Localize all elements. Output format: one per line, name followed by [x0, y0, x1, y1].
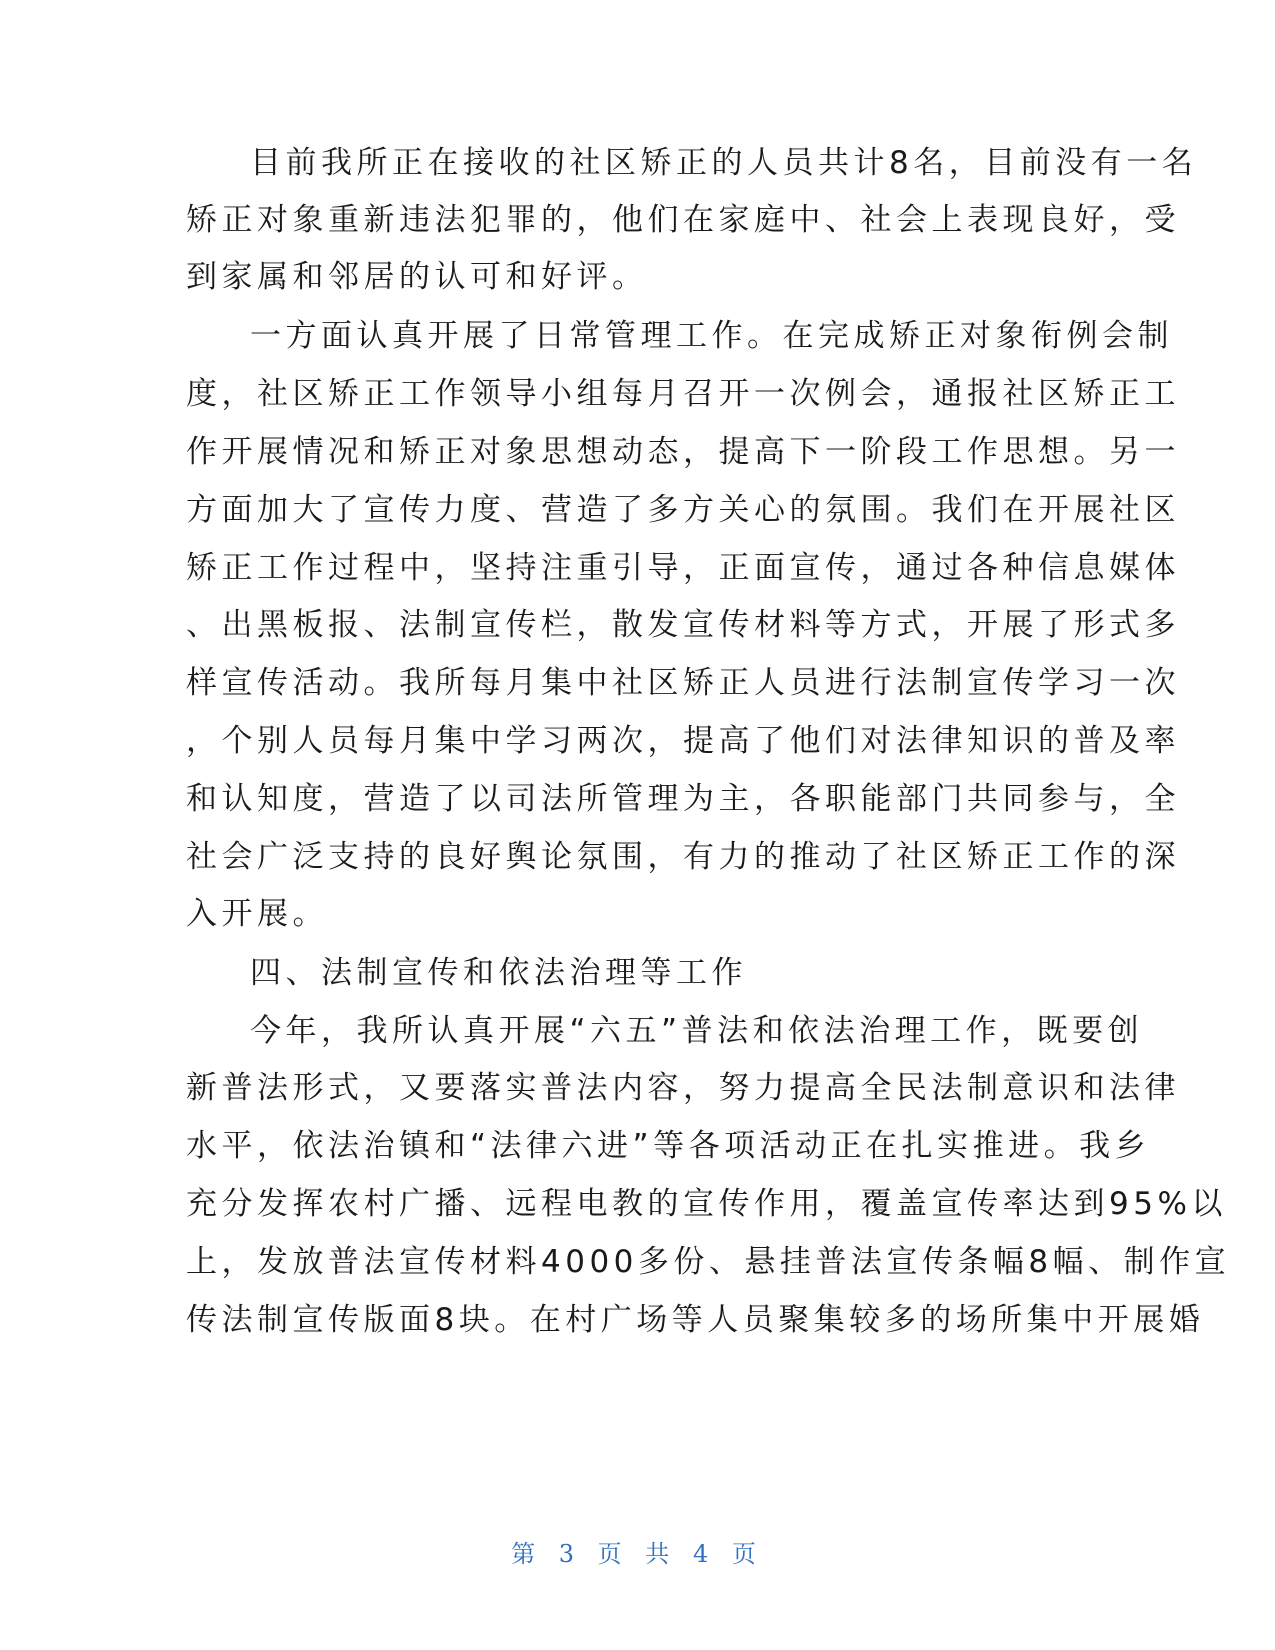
paragraph-line: 到家属和邻居的认可和好评。 [186, 259, 648, 295]
paragraph-line: 充分发挥农村广播、远程电教的宣传作用，覆盖宣传率达到95%以 [186, 1186, 1227, 1222]
footer-middle: 页 共 [597, 1540, 678, 1568]
paragraph-line: 样宣传活动。我所每月集中社区矫正人员进行法制宣传学习一次 [186, 665, 1180, 701]
paragraph-line: 方面加大了宣传力度、营造了多方关心的氛围。我们在开展社区 [186, 492, 1180, 528]
paragraph-line: ，个别人员每月集中学习两次，提高了他们对法律知识的普及率 [186, 723, 1180, 759]
paragraph-line: 水平，依法治镇和“法律六进”等各项活动正在扎实推进。我乡 [186, 1128, 1151, 1164]
page-footer [0, 1538, 1275, 1570]
paragraph-line: 和认知度，营造了以司法所管理为主，各职能部门共同参与，全 [186, 781, 1180, 817]
paragraph-line: 度，社区矫正工作领导小组每月召开一次例会，通报社区矫正工 [186, 376, 1180, 412]
paragraph-line: 目前我所正在接收的社区矫正的人员共计8名，目前没有一名 [250, 145, 1198, 181]
paragraph-line: 传法制宣传版面8块。在村广场等人员聚集较多的场所集中开展婚 [186, 1302, 1205, 1338]
paragraph-line: 矫正对象重新违法犯罪的，他们在家庭中、社会上表现良好，受 [186, 202, 1180, 238]
current-page-number: 3 [558, 1540, 583, 1568]
footer-prefix: 第 [511, 1540, 544, 1568]
paragraph-line: 社会广泛支持的良好舆论氛围，有力的推动了社区矫正工作的深 [186, 839, 1180, 875]
paragraph-line: 、出黑板报、法制宣传栏，散发宣传材料等方式，开展了形式多 [186, 607, 1180, 643]
paragraph-line: 入开展。 [186, 896, 328, 932]
total-pages-number: 4 [692, 1540, 717, 1568]
paragraph-line: 矫正工作过程中，坚持注重引导，正面宣传，通过各种信息媒体 [186, 550, 1180, 586]
paragraph-line: 作开展情况和矫正对象思想动态，提高下一阶段工作思想。另一 [186, 434, 1180, 470]
section-heading: 四、法制宣传和依法治理等工作 [250, 955, 747, 991]
paragraph-line: 上，发放普法宣传材料4000多份、悬挂普法宣传条幅8幅、制作宣 [186, 1244, 1231, 1280]
paragraph-line: 今年，我所认真开展“六五”普法和依法治理工作，既要创 [250, 1013, 1144, 1049]
paragraph-line: 新普法形式，又要落实普法内容，努力提高全民法制意识和法律 [186, 1070, 1180, 1106]
footer-suffix: 页 [731, 1540, 764, 1568]
paragraph-line: 一方面认真开展了日常管理工作。在完成矫正对象衔例会制 [250, 318, 1173, 354]
